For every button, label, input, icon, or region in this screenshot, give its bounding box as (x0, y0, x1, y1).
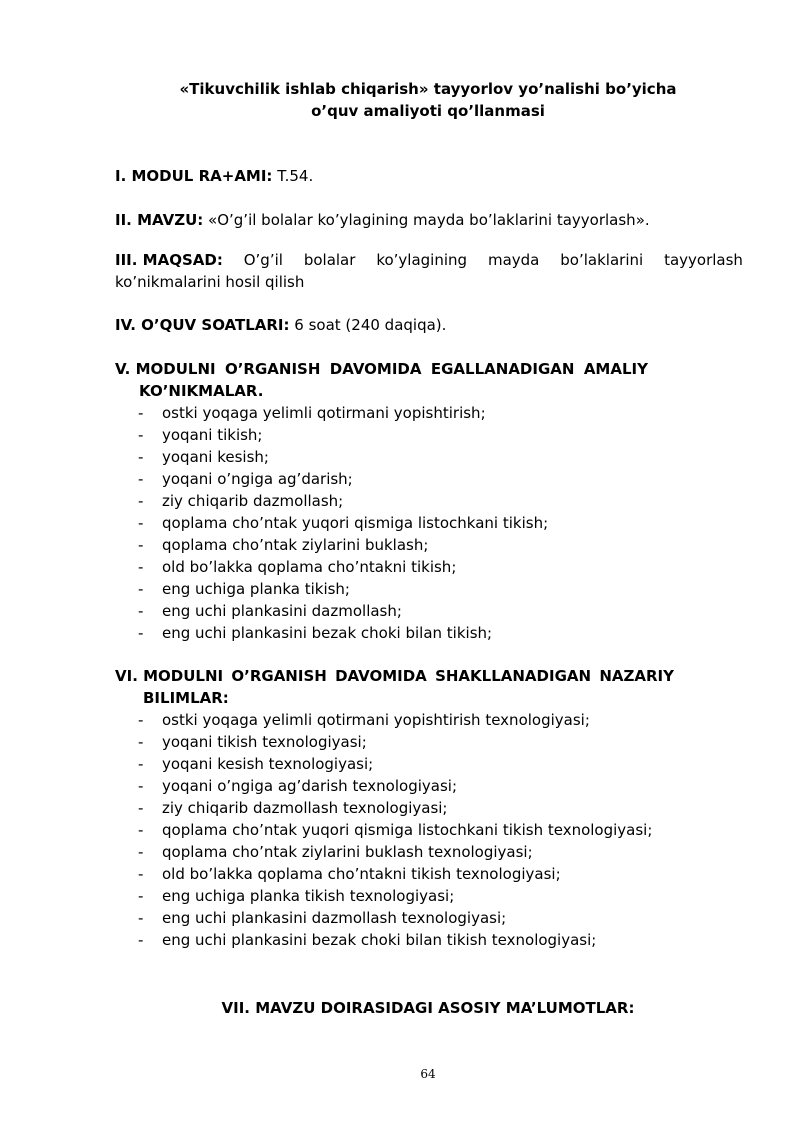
list-item (115, 424, 743, 446)
list-marker: - (138, 624, 144, 642)
maqsad-word: O’g’il (243, 251, 283, 269)
list-marker: - (138, 931, 144, 949)
list-item (115, 709, 743, 731)
list-item-text: qoplama cho’ntak ziylarini buklash; (162, 536, 429, 554)
heading-word: SHAKLLANADIGAN (435, 667, 592, 685)
maqsad-word: bolalar (303, 251, 356, 269)
list-item-text: yoqani tikish; (162, 426, 263, 444)
list-item (115, 753, 743, 775)
list-item (115, 907, 743, 929)
list-item-text: yoqani tikish texnologiyasi; (162, 733, 367, 751)
list-item-text: yoqani kesish; (162, 448, 269, 466)
section-heading (115, 358, 648, 380)
list-item-text: ziy chiqarib dazmollash texnologiyasi; (162, 799, 448, 817)
list-item (115, 819, 743, 841)
list-marker: - (138, 514, 144, 532)
list-marker: - (138, 470, 144, 488)
list-item (115, 797, 743, 819)
list-marker: - (138, 711, 144, 729)
section-label: IV. O’QUV SOATLARI: (115, 316, 290, 334)
list-item (115, 446, 743, 468)
list-item (115, 556, 743, 578)
list-item (115, 731, 743, 753)
list-item (115, 402, 743, 424)
list-item-text: yoqani o’ngiga ag’darish; (162, 470, 353, 488)
nazariy-list (115, 709, 743, 951)
list-item-text: ziy chiqarib dazmollash; (162, 492, 344, 510)
list-marker: - (138, 426, 144, 444)
section-mavzu (115, 209, 743, 231)
list-item-text: qoplama cho’ntak yuqori qismiga listochkani tikish; (162, 514, 549, 532)
section-value: «O’g’il bolalar ko’ylagining mayda bo’laklarini tayyorlash». (203, 211, 650, 229)
list-marker: - (138, 755, 144, 773)
list-item-text: qoplama cho’ntak yuqori qismiga listochkani tikish texnologiyasi; (162, 821, 653, 839)
list-item-text: old bo’lakka qoplama cho’ntakni tikish; (162, 558, 457, 576)
list-item (115, 490, 743, 512)
list-item-text: eng uchi plankasini dazmollash texnologiyasi; (162, 909, 507, 927)
list-item (115, 775, 743, 797)
section-value: 6 soat (240 daqiqa). (289, 316, 447, 334)
list-marker: - (138, 492, 144, 510)
maqsad-word: ko’ylagining (376, 251, 468, 269)
list-marker: - (138, 799, 144, 817)
maqsad-word: mayda (487, 251, 540, 269)
section-heading-continuation: BILIMLAR: (143, 689, 229, 707)
list-item-text: yoqani o’ngiga ag’darish texnologiyasi; (162, 777, 457, 795)
list-item (115, 841, 743, 863)
list-item (115, 600, 743, 622)
list-marker: - (138, 558, 144, 576)
maqsad-word: bo’laklarini (560, 251, 644, 269)
document-title-line-2: o’quv amaliyoti qo’llanmasi (311, 102, 545, 120)
list-marker: - (138, 843, 144, 861)
list-item-text: eng uchiga planka tikish texnologiyasi; (162, 887, 455, 905)
list-item (115, 512, 743, 534)
section-maqsad (115, 249, 743, 293)
list-marker: - (138, 404, 144, 422)
list-item-text: eng uchiga planka tikish; (162, 580, 350, 598)
heading-word: EGALLANADIGAN (430, 360, 575, 378)
list-marker: - (138, 887, 144, 905)
section-label: I. MODUL RA+AMI: (115, 167, 273, 185)
list-marker: - (138, 536, 144, 554)
section-oquv-soatlari (115, 314, 743, 336)
section-nazariy-bilimlar (115, 665, 743, 951)
section-label: III. MAQSAD: (115, 251, 223, 269)
list-item-text: ostki yoqaga yelimli qotirmani yopishtirish; (162, 404, 486, 422)
heading-word: V. MODULNI (115, 360, 216, 378)
list-item-text: eng uchi plankasini dazmollash; (162, 602, 402, 620)
section-heading (115, 665, 674, 687)
list-item (115, 622, 743, 644)
section-value: T.54. (272, 167, 314, 185)
maqsad-line-2: ko’nikmalarini hosil qilish (115, 273, 305, 291)
heading-word: O’RGANISH (231, 667, 327, 685)
list-item (115, 578, 743, 600)
list-item-text: eng uchi plankasini bezak choki bilan tikish; (162, 624, 493, 642)
list-item (115, 468, 743, 490)
list-marker: - (138, 602, 144, 620)
list-item (115, 863, 743, 885)
heading-word: DAVOMIDA (329, 360, 422, 378)
heading-word: O’RGANISH (224, 360, 321, 378)
list-item-text: old bo’lakka qoplama cho’ntakni tikish texnologiyasi; (162, 865, 561, 883)
section-amaliy-konikmalar (115, 358, 743, 644)
list-item-text: eng uchi plankasini bezak choki bilan tikish texnologiyasi; (162, 931, 597, 949)
list-marker: - (138, 821, 144, 839)
list-item-text: yoqani kesish texnologiyasi; (162, 755, 374, 773)
heading-word: DAVOMIDA (335, 667, 427, 685)
list-item-text: ostki yoqaga yelimli qotirmani yopishtirish texnologiyasi; (162, 711, 590, 729)
section-asosiy-malumotlar-heading: VII. MAVZU DOIRASIDAGI ASOSIY MA’LUMOTLAR: (221, 999, 635, 1017)
heading-word: VI. MODULNI (115, 667, 224, 685)
list-marker: - (138, 448, 144, 466)
heading-word: AMALIY (583, 360, 648, 378)
section-modul-raqami (115, 165, 743, 187)
list-item (115, 929, 743, 951)
list-item-text: qoplama cho’ntak ziylarini buklash texnologiyasi; (162, 843, 533, 861)
list-marker: - (138, 733, 144, 751)
document-title-line-1: «Tikuvchilik ishlab chiqarish» tayyorlov yo’nalishi bo’yicha (179, 80, 677, 98)
list-marker: - (138, 909, 144, 927)
page-number: 64 (420, 1067, 436, 1081)
list-item (115, 534, 743, 556)
list-marker: - (138, 580, 144, 598)
section-heading-continuation: KO’NIKMALAR. (139, 382, 264, 400)
maqsad-line-1 (115, 249, 743, 271)
list-marker: - (138, 777, 144, 795)
section-label: II. MAVZU: (115, 211, 204, 229)
amaliy-list (115, 402, 743, 644)
maqsad-word: tayyorlash (664, 251, 743, 269)
list-item (115, 885, 743, 907)
heading-word: NAZARIY (599, 667, 674, 685)
list-marker: - (138, 865, 144, 883)
